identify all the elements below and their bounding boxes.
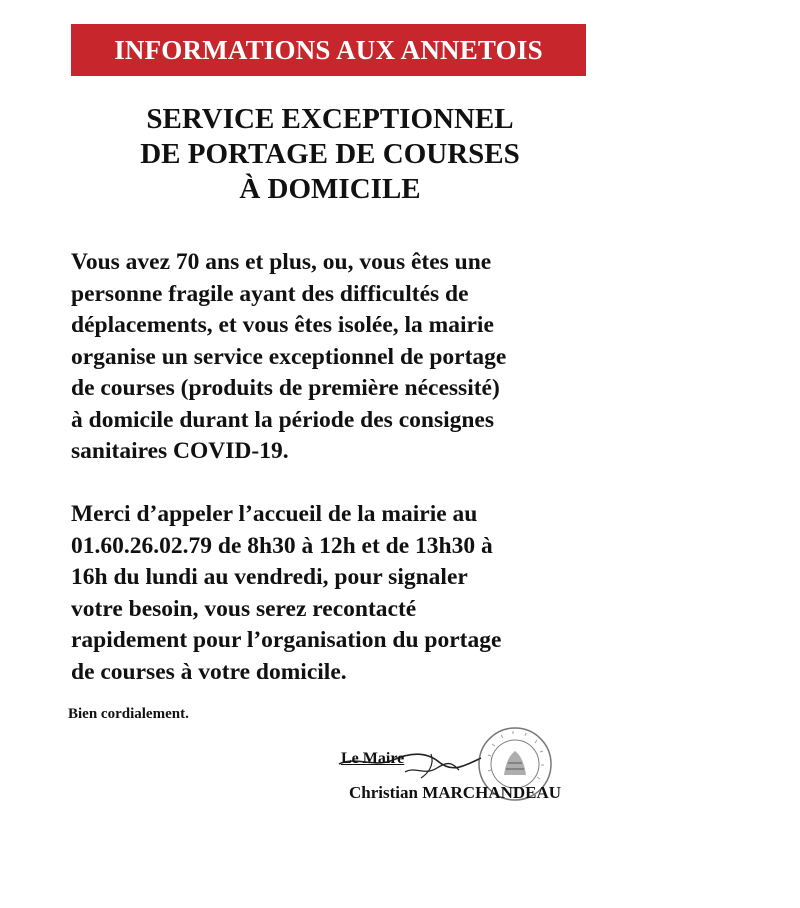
paragraph-line: 01.60.26.02.79 de 8h30 à 12h et de 13h30 à [71,532,493,559]
paragraph-line: Vous avez 70 ans et plus, ou, vous êtes une [71,249,492,275]
title-line: À DOMICILE [239,173,421,205]
banner-title: INFORMATIONS AUX ANNETOIS [114,34,543,65]
eligibility-paragraph [71,247,591,468]
contact-paragraph [71,499,591,688]
paragraph-line: votre besoin, vous serez recontacté [71,595,417,622]
paragraph-line: rapidement pour l’organisation du portage [71,627,502,653]
paragraph-line: de courses à votre domicile. [71,658,347,685]
paragraph-line: à domicile durant la période des consignes [71,406,495,433]
closing-greeting: Bien cordialement. [68,706,189,722]
header-banner [71,24,586,76]
paragraph-line: organise un service exceptionnel de portage [71,343,507,370]
mayor-title: Le Maire [341,750,405,767]
title-line: SERVICE EXCEPTIONNEL [146,103,514,135]
paragraph-line: déplacements, et vous êtes isolée, la mairie [71,312,494,338]
title-line: DE PORTAGE DE COURSES [140,138,520,170]
paragraph-line: 16h du lundi au vendredi, pour signaler [71,564,468,590]
paragraph-line: Merci d’appeler l’accueil de la mairie au [71,501,478,527]
mayor-name: Christian MARCHANDEAU [349,783,562,802]
paragraph-line: de courses (produits de première nécessité) [71,375,500,401]
notice-title [70,102,590,207]
paragraph-line: personne fragile ayant des difficultés de [71,280,469,307]
paragraph-line: sanitaires COVID-19. [71,438,289,464]
